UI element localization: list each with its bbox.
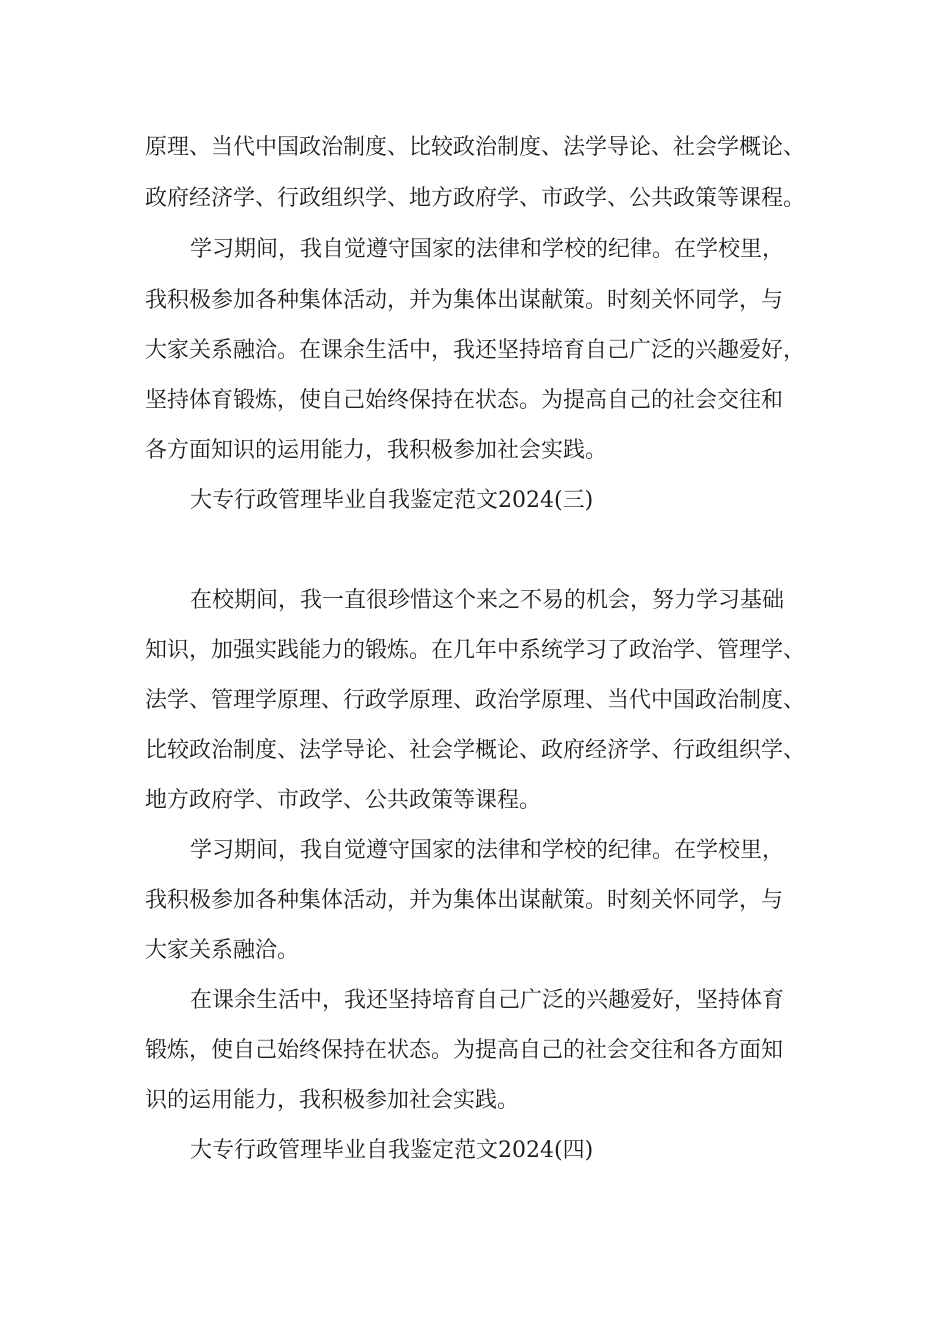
paragraph-line: 各方面知识的运用能力，我积极参加社会实践。 — [145, 438, 608, 463]
paragraph-line: 大家关系融洽。 — [145, 938, 300, 963]
paragraph-line: 法学、管理学原理、行政学原理、政治学原理、当代中国政治制度、 — [145, 688, 806, 713]
paragraph-line: 在课余生活中，我还坚持培育自己广泛的兴趣爱好，坚持体育 — [190, 988, 785, 1013]
paragraph-line: 原理、当代中国政治制度、比较政治制度、法学导论、社会学概论、 — [145, 135, 806, 160]
paragraph-line: 大家关系融洽。在课余生活中，我还坚持培育自己广泛的兴趣爱好， — [145, 338, 806, 363]
paragraph-line: 锻炼，使自己始终保持在状态。为提高自己的社会交往和各方面知 — [145, 1038, 784, 1063]
paragraph-line: 在校期间，我一直很珍惜这个来之不易的机会，努力学习基础 — [190, 588, 785, 613]
section-heading: 大专行政管理毕业自我鉴定范文2024(三) — [190, 488, 594, 513]
paragraph-line: 识的运用能力，我积极参加社会实践。 — [145, 1088, 520, 1113]
paragraph-line: 我积极参加各种集体活动，并为集体出谋献策。时刻关怀同学，与 — [145, 288, 784, 313]
paragraph-line: 坚持体育锻炼，使自己始终保持在状态。为提高自己的社会交往和 — [145, 388, 784, 413]
paragraph-line: 比较政治制度、法学导论、社会学概论、政府经济学、行政组织学、 — [145, 738, 806, 763]
section-heading: 大专行政管理毕业自我鉴定范文2024(四) — [190, 1138, 594, 1163]
paragraph-line: 我积极参加各种集体活动，并为集体出谋献策。时刻关怀同学，与 — [145, 888, 784, 913]
paragraph-line: 学习期间，我自觉遵守国家的法律和学校的纪律。在学校里， — [190, 237, 785, 262]
paragraph-line: 知识，加强实践能力的锻炼。在几年中系统学习了政治学、管理学、 — [145, 638, 806, 663]
paragraph-line: 地方政府学、市政学、公共政策等课程。 — [145, 788, 542, 813]
paragraph-line: 政府经济学、行政组织学、地方政府学、市政学、公共政策等课程。 — [145, 186, 806, 211]
paragraph-line: 学习期间，我自觉遵守国家的法律和学校的纪律。在学校里， — [190, 838, 785, 863]
